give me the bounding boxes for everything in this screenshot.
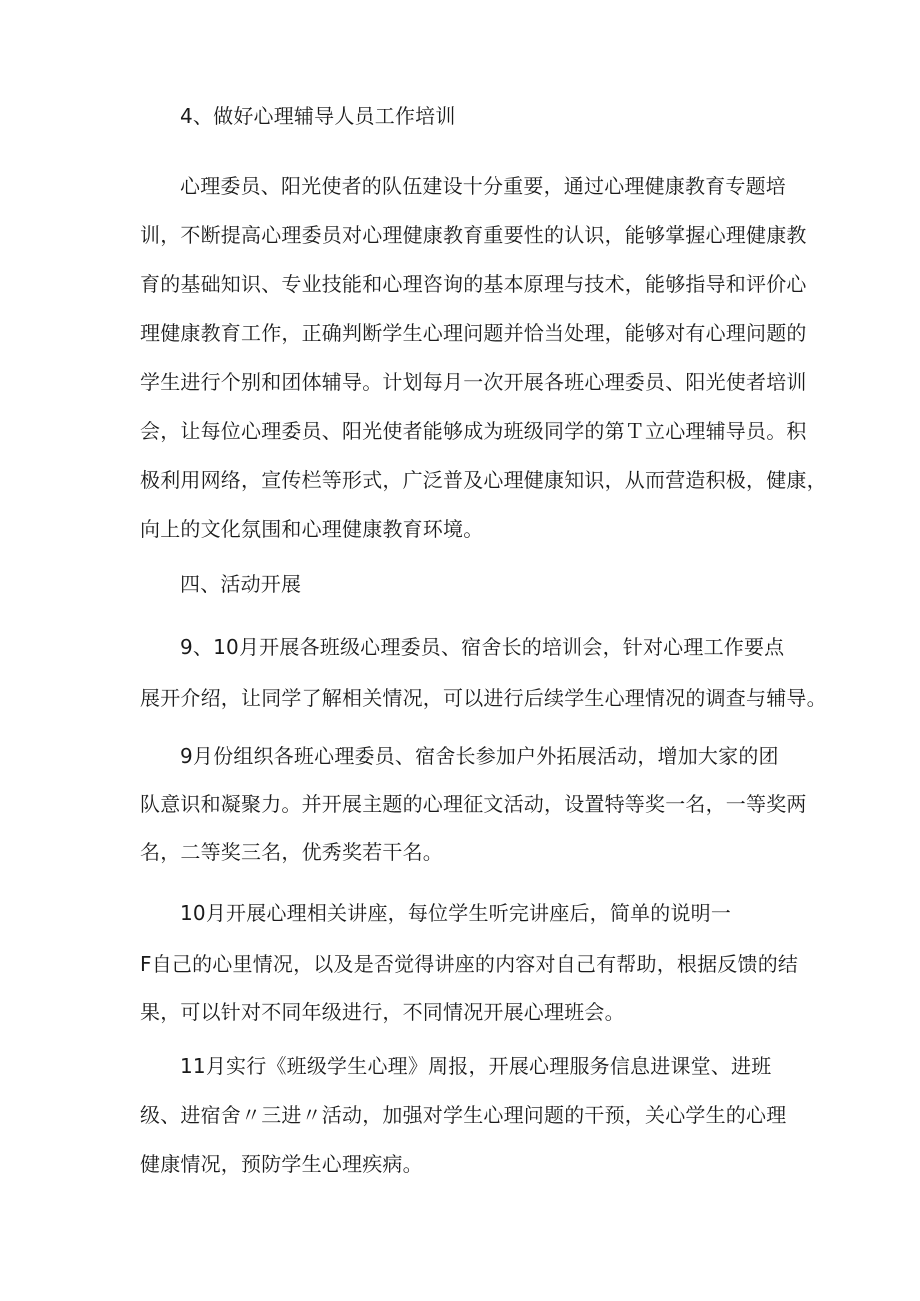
paragraph-line: 学生进行个别和团体辅导。计划每月一次开展各班心理委员、阳光使者培训 <box>140 370 807 394</box>
paragraph-line: 名，二等奖三名，优秀奖若干名。 <box>140 840 443 864</box>
paragraph-line: 展开介绍，让同学了解相关情况，可以进行后续学生心理情况的调查与辅导。 <box>140 686 827 710</box>
paragraph-line: 训，不断提高心理委员对心理健康教育重要性的认识，能够掌握心理健康教 <box>140 223 807 247</box>
paragraph-line: 10月开展心理相关讲座，每位学生听完讲座后，简单的说明一 <box>180 901 732 925</box>
paragraph-line: 9、10月开展各班级心理委员、宿舍长的培训会，针对心理工作要点 <box>180 635 785 659</box>
paragraph-line: 理健康教育工作，正确判断学生心理问题并恰当处理，能够对有心理问题的 <box>140 321 807 345</box>
part-4-heading: 四、活动开展 <box>180 572 302 596</box>
paragraph-line: 9月份组织各班心理委员、宿舍长参加户外拓展活动，增加大家的团 <box>180 744 779 768</box>
section-4-heading: 4、做好心理辅导人员工作培训 <box>180 104 456 128</box>
paragraph-line: 向上的文化氛围和心理健康教育环境。 <box>140 517 484 541</box>
paragraph-line: 果，可以针对不同年级进行，不同情况开展心理班会。 <box>140 1000 625 1024</box>
paragraph-line: 健康情况，预防学生心理疾病。 <box>140 1152 423 1176</box>
paragraph-line: 极利用网络，宣传栏等形式，广泛普及心理健康知识，从而营造积极，健康， <box>140 468 827 492</box>
paragraph-line: 心理委员、阳光使者的队伍建设十分重要，通过心理健康教育专题培 <box>180 174 786 198</box>
paragraph-line: 会，让每位心理委员、阳光使者能够成为班级同学的第Ｔ立心理辅导员。积 <box>140 419 807 443</box>
paragraph-line: 11月实行《班级学生心理》周报，开展心理服务信息进课堂、进班 <box>180 1054 772 1078</box>
paragraph-line: 队意识和凝聚力。并开展主题的心理征文活动，设置特等奖一名，一等奖两 <box>140 792 807 816</box>
paragraph-line: 级、进宿舍〃三进〃活动，加强对学生心理问题的干预，关心学生的心理 <box>140 1103 787 1127</box>
paragraph-line: F自己的心里情况，以及是否觉得讲座的内容对自己有帮助，根据反馈的结 <box>140 952 799 976</box>
paragraph-line: 育的基础知识、专业技能和心理咨询的基本原理与技术，能够指导和评价心 <box>140 272 807 296</box>
